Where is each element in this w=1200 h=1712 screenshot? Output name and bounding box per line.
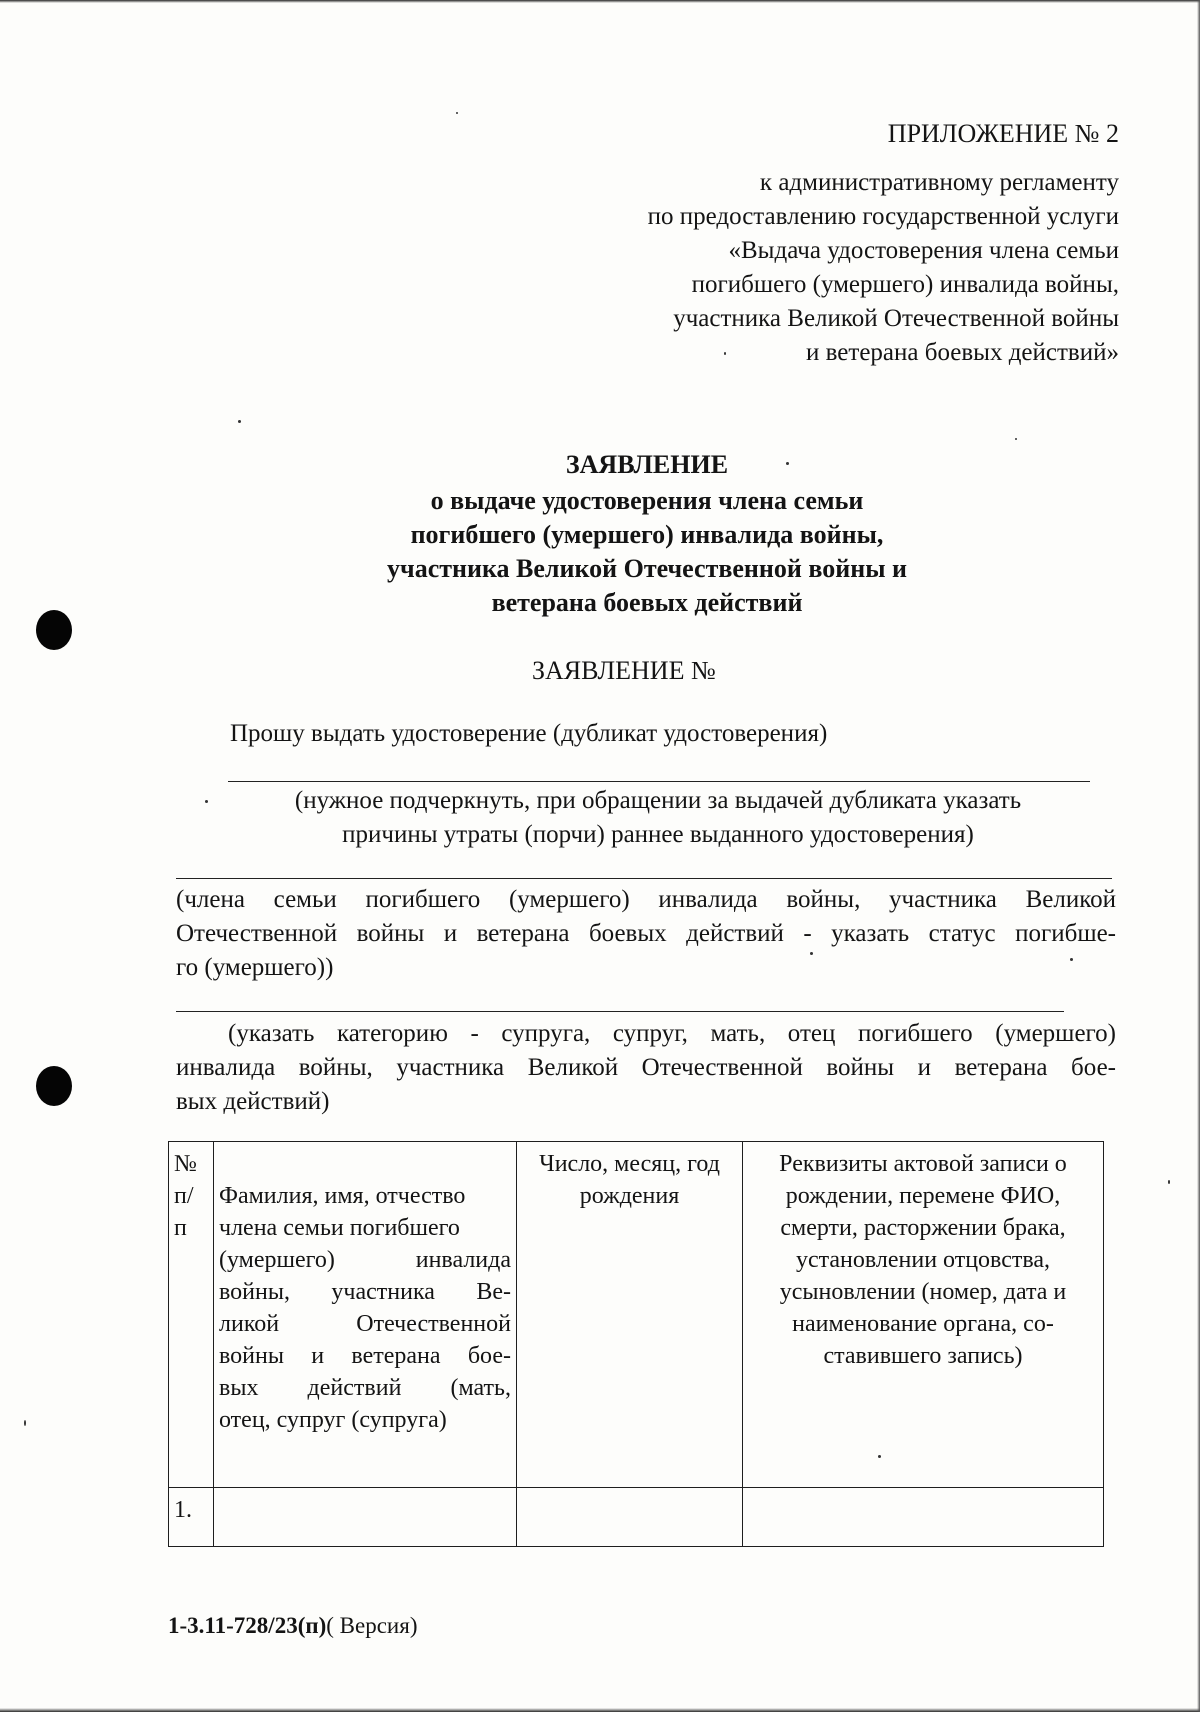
scan-edge-bottom	[0, 1708, 1200, 1712]
scan-speck	[238, 420, 241, 423]
document-heading	[0, 448, 1200, 620]
scan-speck	[1168, 1180, 1170, 1184]
appendix-line: к административному регламенту	[759, 169, 1119, 196]
appendix-line: участника Великой Отечественной войны	[673, 305, 1119, 332]
fill-line-status[interactable]	[176, 878, 1112, 879]
fill-line-category[interactable]	[176, 1011, 1064, 1012]
scan-speck	[1015, 438, 1017, 440]
header-number: № п/ п	[169, 1142, 214, 1488]
fill-line-duplicate[interactable]	[228, 781, 1090, 782]
note-line: Отечественной войны и ветерана боевых действий - указать статус погибше-	[176, 920, 1116, 947]
appendix-line: по предоставлению государственной услуги	[647, 203, 1119, 230]
punch-hole-bottom	[36, 1066, 72, 1106]
footer-version: ( Версия)	[326, 1613, 418, 1638]
family-members-table	[168, 1141, 1104, 1547]
note-line: причины утраты (порчи) раннее выданного удостоверения)	[342, 821, 974, 848]
table-header-row	[169, 1142, 1104, 1488]
header-record-details: Реквизиты актовой записи о рождении, перемене ФИО, смерти, расторжении брака, установлении отцовства, усыновлении (номер, дата и наименование органа, со- ставившего запись)	[743, 1142, 1104, 1488]
footer-code: 1-3.11-728/23(п)	[168, 1613, 327, 1638]
appendix-line: «Выдача удостоверения члена семьи	[728, 237, 1119, 264]
heading-line: ветерана боевых действий	[491, 588, 803, 617]
appendix-subtitle	[648, 166, 1119, 370]
appendix-title: ПРИЛОЖЕНИЕ № 2	[887, 119, 1119, 148]
footer-document-code	[168, 1610, 417, 1642]
cell-birth-date[interactable]	[517, 1488, 743, 1547]
note-line: го (умершего))	[176, 954, 334, 981]
statement-number-label: ЗАЯВЛЕНИЕ №	[532, 656, 716, 685]
cell-record-details[interactable]	[743, 1488, 1104, 1547]
note-line: (указать категорию - супруга, супруг, мать, отец погибшего (умершего)	[228, 1020, 1116, 1047]
cell-full-name[interactable]	[214, 1488, 517, 1547]
note-line: вых действий)	[176, 1088, 330, 1115]
note-line: (члена семьи погибшего (умершего) инвалида войны, участника Великой	[176, 886, 1116, 913]
note-duplicate	[228, 784, 1088, 852]
note-line: (нужное подчеркнуть, при обращении за выдачей дубликата указать	[294, 787, 1022, 814]
header-birth-date: Число, месяц, год рождения	[517, 1142, 743, 1488]
appendix-line: и ветерана боевых действий»	[806, 339, 1119, 366]
table-row	[169, 1488, 1104, 1547]
note-status	[176, 883, 1116, 985]
note-line: инвалида войны, участника Великой Отечественной войны и ветерана бое-	[176, 1054, 1116, 1081]
heading-title: ЗАЯВЛЕНИЕ	[565, 450, 729, 479]
heading-line: погибшего (умершего) инвалида войны,	[410, 520, 884, 549]
scan-speck	[456, 112, 458, 114]
note-category	[176, 1017, 1116, 1119]
scan-speck	[24, 1420, 26, 1426]
scan-edge-top	[0, 0, 1200, 3]
request-text: Прошу выдать удостоверение (дубликат удостоверения)	[230, 720, 828, 747]
heading-line: о выдаче удостоверения члена семьи	[430, 486, 864, 515]
scan-speck	[205, 800, 208, 803]
cell-number: 1.	[169, 1488, 214, 1547]
appendix-line: погибшего (умершего) инвалида войны,	[691, 271, 1119, 298]
header-full-name: Фамилия, имя, отчество члена семьи погибшего (умершего) инвалида войны, участника Ве- ликой Отечественной войны и ветерана бое- вых действий (мать, отец, супруг (супруга)	[214, 1142, 517, 1488]
heading-line: участника Великой Отечественной войны и	[387, 554, 907, 583]
